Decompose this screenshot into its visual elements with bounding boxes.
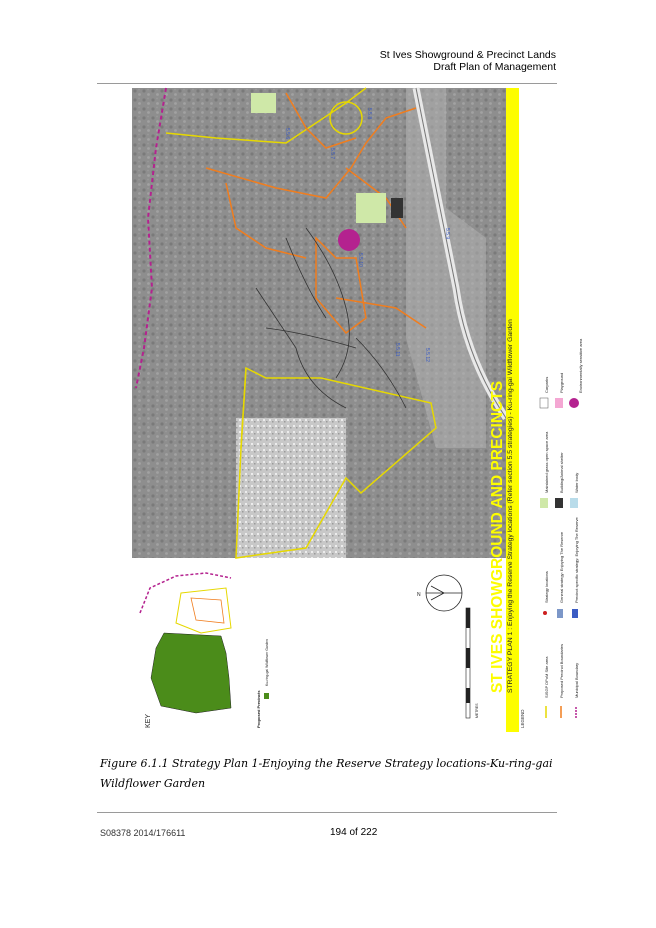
legend-municipal-boundary: Municipal Boundary — [574, 662, 579, 698]
legend-building: Building/Animal shelter — [559, 452, 564, 493]
strategy-label-2: 5.5.7 — [329, 148, 335, 160]
legend-site-area: SISGP DPoM Site area — [544, 656, 549, 698]
key-inset — [132, 568, 269, 728]
key-precinct-area — [151, 633, 231, 713]
legend — [520, 431, 579, 728]
north-arrow — [417, 575, 462, 611]
grass-area — [356, 193, 386, 223]
legend-right-column — [538, 260, 558, 320]
building — [391, 198, 403, 218]
scale-unit: METRES — [475, 703, 479, 718]
legend-precinct-boundaries: Proposed Precinct Boundaries — [559, 643, 564, 698]
legend-strategy-locations: Strategy locations — [544, 571, 549, 603]
strategy-label-4: 5.5.9 — [444, 228, 450, 240]
caption-line-2: Wildflower Garden — [100, 777, 206, 790]
map-title: ST IVES SHOWGROUND AND PRECINCTS — [489, 380, 506, 693]
strategy-label-1: 5.5.6 — [284, 128, 290, 140]
page-header — [380, 49, 556, 73]
strategy-label-5: 5.5.10 — [357, 253, 363, 267]
caption-line-1: Figure 6.1.1 Strategy Plan 1-Enjoying the Reserve Strategy locations-Ku-ring-gai — [100, 757, 553, 770]
footer-reference: S08378 2014/176611 — [100, 828, 186, 838]
scale-bar — [466, 608, 479, 718]
legend-title: LEGEND — [520, 709, 525, 728]
environmentally-sensitive-area — [338, 229, 360, 251]
legend-precinct-strategy: Precinct specific strategy: Enjoying The Reserve — [574, 517, 579, 603]
header-subtitle: Draft Plan of Management — [433, 61, 556, 73]
legend-carparks: Carparks — [544, 376, 549, 393]
key-precincts-title: Proposed Precincts — [256, 690, 261, 728]
residential-area — [236, 418, 346, 558]
key-label: KEY — [145, 713, 152, 728]
key-precincts-item: Ku-ring-gai Wildflower Garden — [265, 639, 269, 686]
legend-sensitive-area: Environmentally sensitive area — [578, 338, 583, 393]
strategy-label-3: 5.5.8 — [366, 108, 372, 120]
footer-rule — [97, 812, 557, 813]
north-label: N — [417, 592, 421, 598]
figure-caption — [100, 754, 560, 794]
header-rule — [97, 83, 557, 84]
strategy-label-6: 5.5.11 — [394, 343, 400, 357]
page-number: 194 of 222 — [330, 827, 378, 838]
legend-playground: Playground — [559, 372, 564, 393]
map-subtitle: STRATEGY PLAN 1 : Enjoying the Reserve Strategy locations (Refer section 5.5 strategies) - Ku-ring-gai Wildflower Garden — [507, 319, 514, 693]
legend-water: Water body — [574, 472, 579, 493]
legend-general-strategy: General strategy: Enjoying The Reserve — [559, 531, 564, 603]
legend-grass: Maintained grass open space area — [544, 431, 549, 493]
header-title: St Ives Showground & Precinct Lands — [379, 49, 556, 61]
strategy-label-7: 5.5.12 — [424, 348, 430, 362]
